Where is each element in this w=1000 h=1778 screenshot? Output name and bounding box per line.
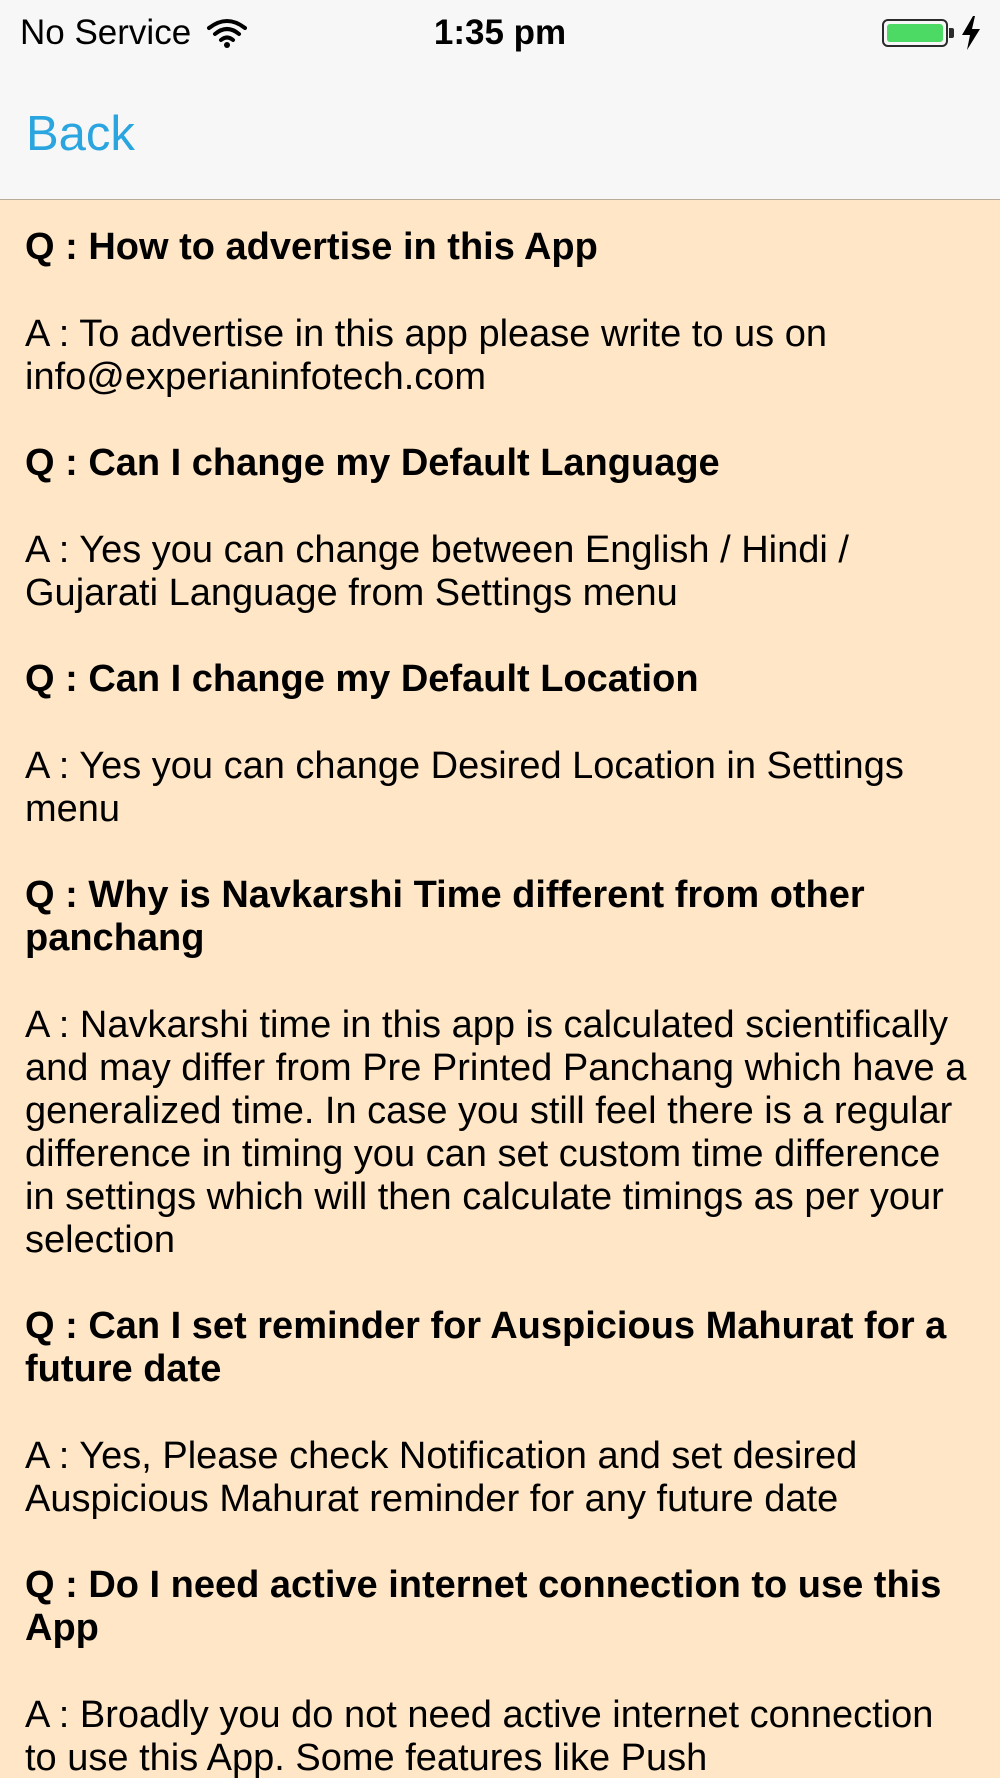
back-button[interactable]: Back [26, 107, 135, 161]
faq-item [25, 226, 975, 399]
carrier-label: No Service [20, 13, 192, 52]
faq-answer: A : Yes you can change between English / Hindi / Gujarati Language from Settings menu [25, 529, 849, 614]
faq-item [25, 1564, 975, 1778]
status-bar [0, 0, 1000, 70]
faq-item [25, 442, 975, 615]
faq-answer: A : Yes you can change Desired Location in Settings menu [25, 745, 904, 830]
faq-answer: A : To advertise in this app please write to us on info@experianinfotech.com [25, 313, 827, 398]
faq-question: Q : Can I set reminder for Auspicious Mahurat for a future date [25, 1305, 947, 1390]
faq-question: Q : Can I change my Default Location [25, 658, 699, 700]
battery-level [887, 24, 943, 42]
status-time: 1:35 pm [433, 13, 567, 52]
faq-item [25, 658, 975, 831]
faq-question: Q : Do I need active internet connection to use this App [25, 1564, 942, 1649]
faq-answer: A : Yes, Please check Notification and set desired Auspicious Mahurat reminder for any future date [25, 1435, 858, 1520]
navigation-bar [0, 70, 1000, 200]
bolt-icon [960, 16, 982, 50]
faq-item [25, 874, 975, 1262]
faq-answer: A : Navkarshi time in this app is calculated scientifically and may differ from Pre Printed Panchang which have a generalized time. In case you still feel there is a regular difference in timing you can set custom time difference in settings which will then calculate timings as per your selection [25, 1004, 967, 1261]
faq-question: Q : Why is Navkarshi Time different from other panchang [25, 874, 865, 959]
faq-question: Q : Can I change my Default Language [25, 442, 720, 484]
faq-question: Q : How to advertise in this App [25, 226, 598, 268]
faq-item [25, 1305, 975, 1521]
battery-tip [949, 28, 954, 38]
faq-content[interactable] [25, 200, 975, 1778]
battery-icon [882, 19, 948, 47]
faq-answer: A : Broadly you do not need active internet connection to use this App. Some features like Push [25, 1694, 934, 1778]
